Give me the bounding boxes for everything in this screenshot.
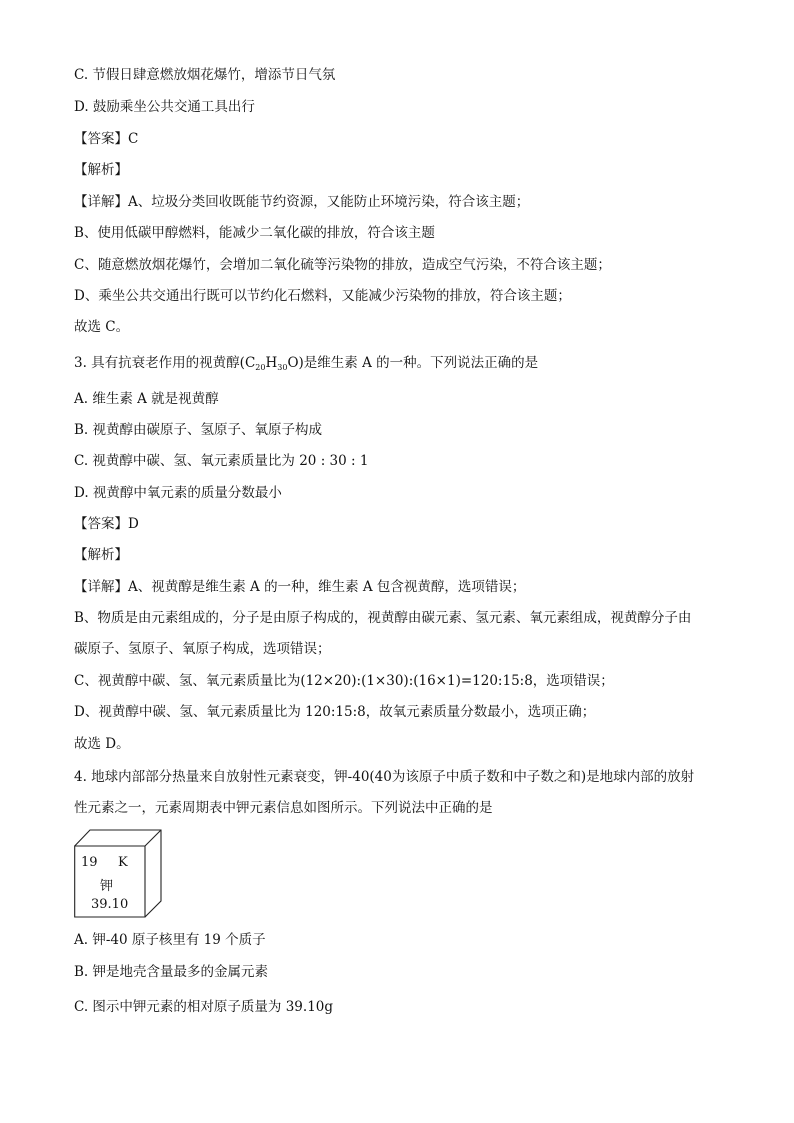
potassium-element-cell xyxy=(74,829,164,919)
option-c-line: C. 节假日肆意燃放烟花爆竹，增添节日气氛 xyxy=(74,67,336,83)
q3-answer: 【答案】D xyxy=(74,516,139,532)
q3-option-c: C. 视黄醇中碳、氢、氧元素质量比为 20 : 30 : 1 xyxy=(74,453,369,469)
element-name: 钾 xyxy=(100,879,114,894)
question-4-stem-1: 4. 地球内部部分热量来自放射性元素衰变，钾-40(40为该原子中质子数和中子数之和)是地球内部的放射 xyxy=(74,769,695,785)
detail-line-a: 【详解】A、垃圾分类回收既能节约资源，又能防止环境污染，符合该主题； xyxy=(74,194,530,210)
q4-option-a: A. 钾-40 原子核里有 19 个质子 xyxy=(74,932,266,948)
atomic-mass: 39.10 xyxy=(91,897,129,912)
q3-detail-b-1: B、物质是由元素组成的，分子是由原子构成的，视黄醇由碳元素、氢元素、氧元素组成，视黄醇分子由 xyxy=(74,610,692,626)
detail-line-d: D、乘坐公共交通出行既可以节约化石燃料，又能减少污染物的排放，符合该主题； xyxy=(74,288,571,304)
detail-line-c: C、随意燃放烟花爆竹，会增加二氧化硫等污染物的排放，造成空气污染，不符合该主题； xyxy=(74,257,611,273)
answer-line: 【答案】C xyxy=(74,131,139,147)
atomic-number: 19 xyxy=(81,855,98,870)
question-4-stem-2: 性元素之一，元素周期表中钾元素信息如图所示。下列说法中正确的是 xyxy=(74,800,493,816)
q3-prefix: 3. 具有抗衰老作用的视黄醇(C xyxy=(74,355,256,371)
detail-line-b: B、使用低碳甲醇燃料，能减少二氧化碳的排放，符合该主题 xyxy=(74,225,435,241)
q3-detail-c: C、视黄醇中碳、氢、氧元素质量比为(12×20):(1×30):(16×1)=120:15:8，选项错误； xyxy=(74,673,614,689)
q3-option-b: B. 视黄醇由碳原子、氢原子、氧原子构成 xyxy=(74,422,323,438)
q3-option-a: A. 维生素 A 就是视黄醇 xyxy=(74,391,219,407)
q4-option-b: B. 钾是地壳含量最多的金属元素 xyxy=(74,964,269,980)
conclusion-line: 故选 C。 xyxy=(74,319,130,335)
q3-option-d: D. 视黄醇中氧元素的质量分数最小 xyxy=(74,485,282,501)
q3-sub-30: 30 xyxy=(277,363,288,372)
q3-detail-b-2: 碳原子、氢原子、氧原子构成，选项错误； xyxy=(74,641,331,657)
q3-sub-20: 20 xyxy=(255,363,266,372)
option-d-line: D. 鼓励乘坐公共交通工具出行 xyxy=(74,99,255,115)
q3-detail-d: D、视黄醇中碳、氢、氧元素质量比为 120:15:8，故氧元素质量分数最小，选项正确； xyxy=(74,704,596,720)
q4-option-c: C. 图示中钾元素的相对原子质量为 39.10g xyxy=(74,999,334,1015)
q3-detail-a: 【详解】A、视黄醇是维生素 A 的一种，维生素 A 包含视黄醇，选项错误； xyxy=(74,579,526,595)
element-symbol: K xyxy=(118,855,128,870)
q3-analysis-heading: 【解析】 xyxy=(74,547,128,563)
q3-conclusion: 故选 D。 xyxy=(74,736,130,752)
q3-suffix: O)是维生素 A 的一种。下列说法正确的是 xyxy=(287,355,539,371)
question-3-stem xyxy=(74,354,538,377)
q3-mid: H xyxy=(265,355,278,371)
analysis-heading: 【解析】 xyxy=(74,162,128,178)
